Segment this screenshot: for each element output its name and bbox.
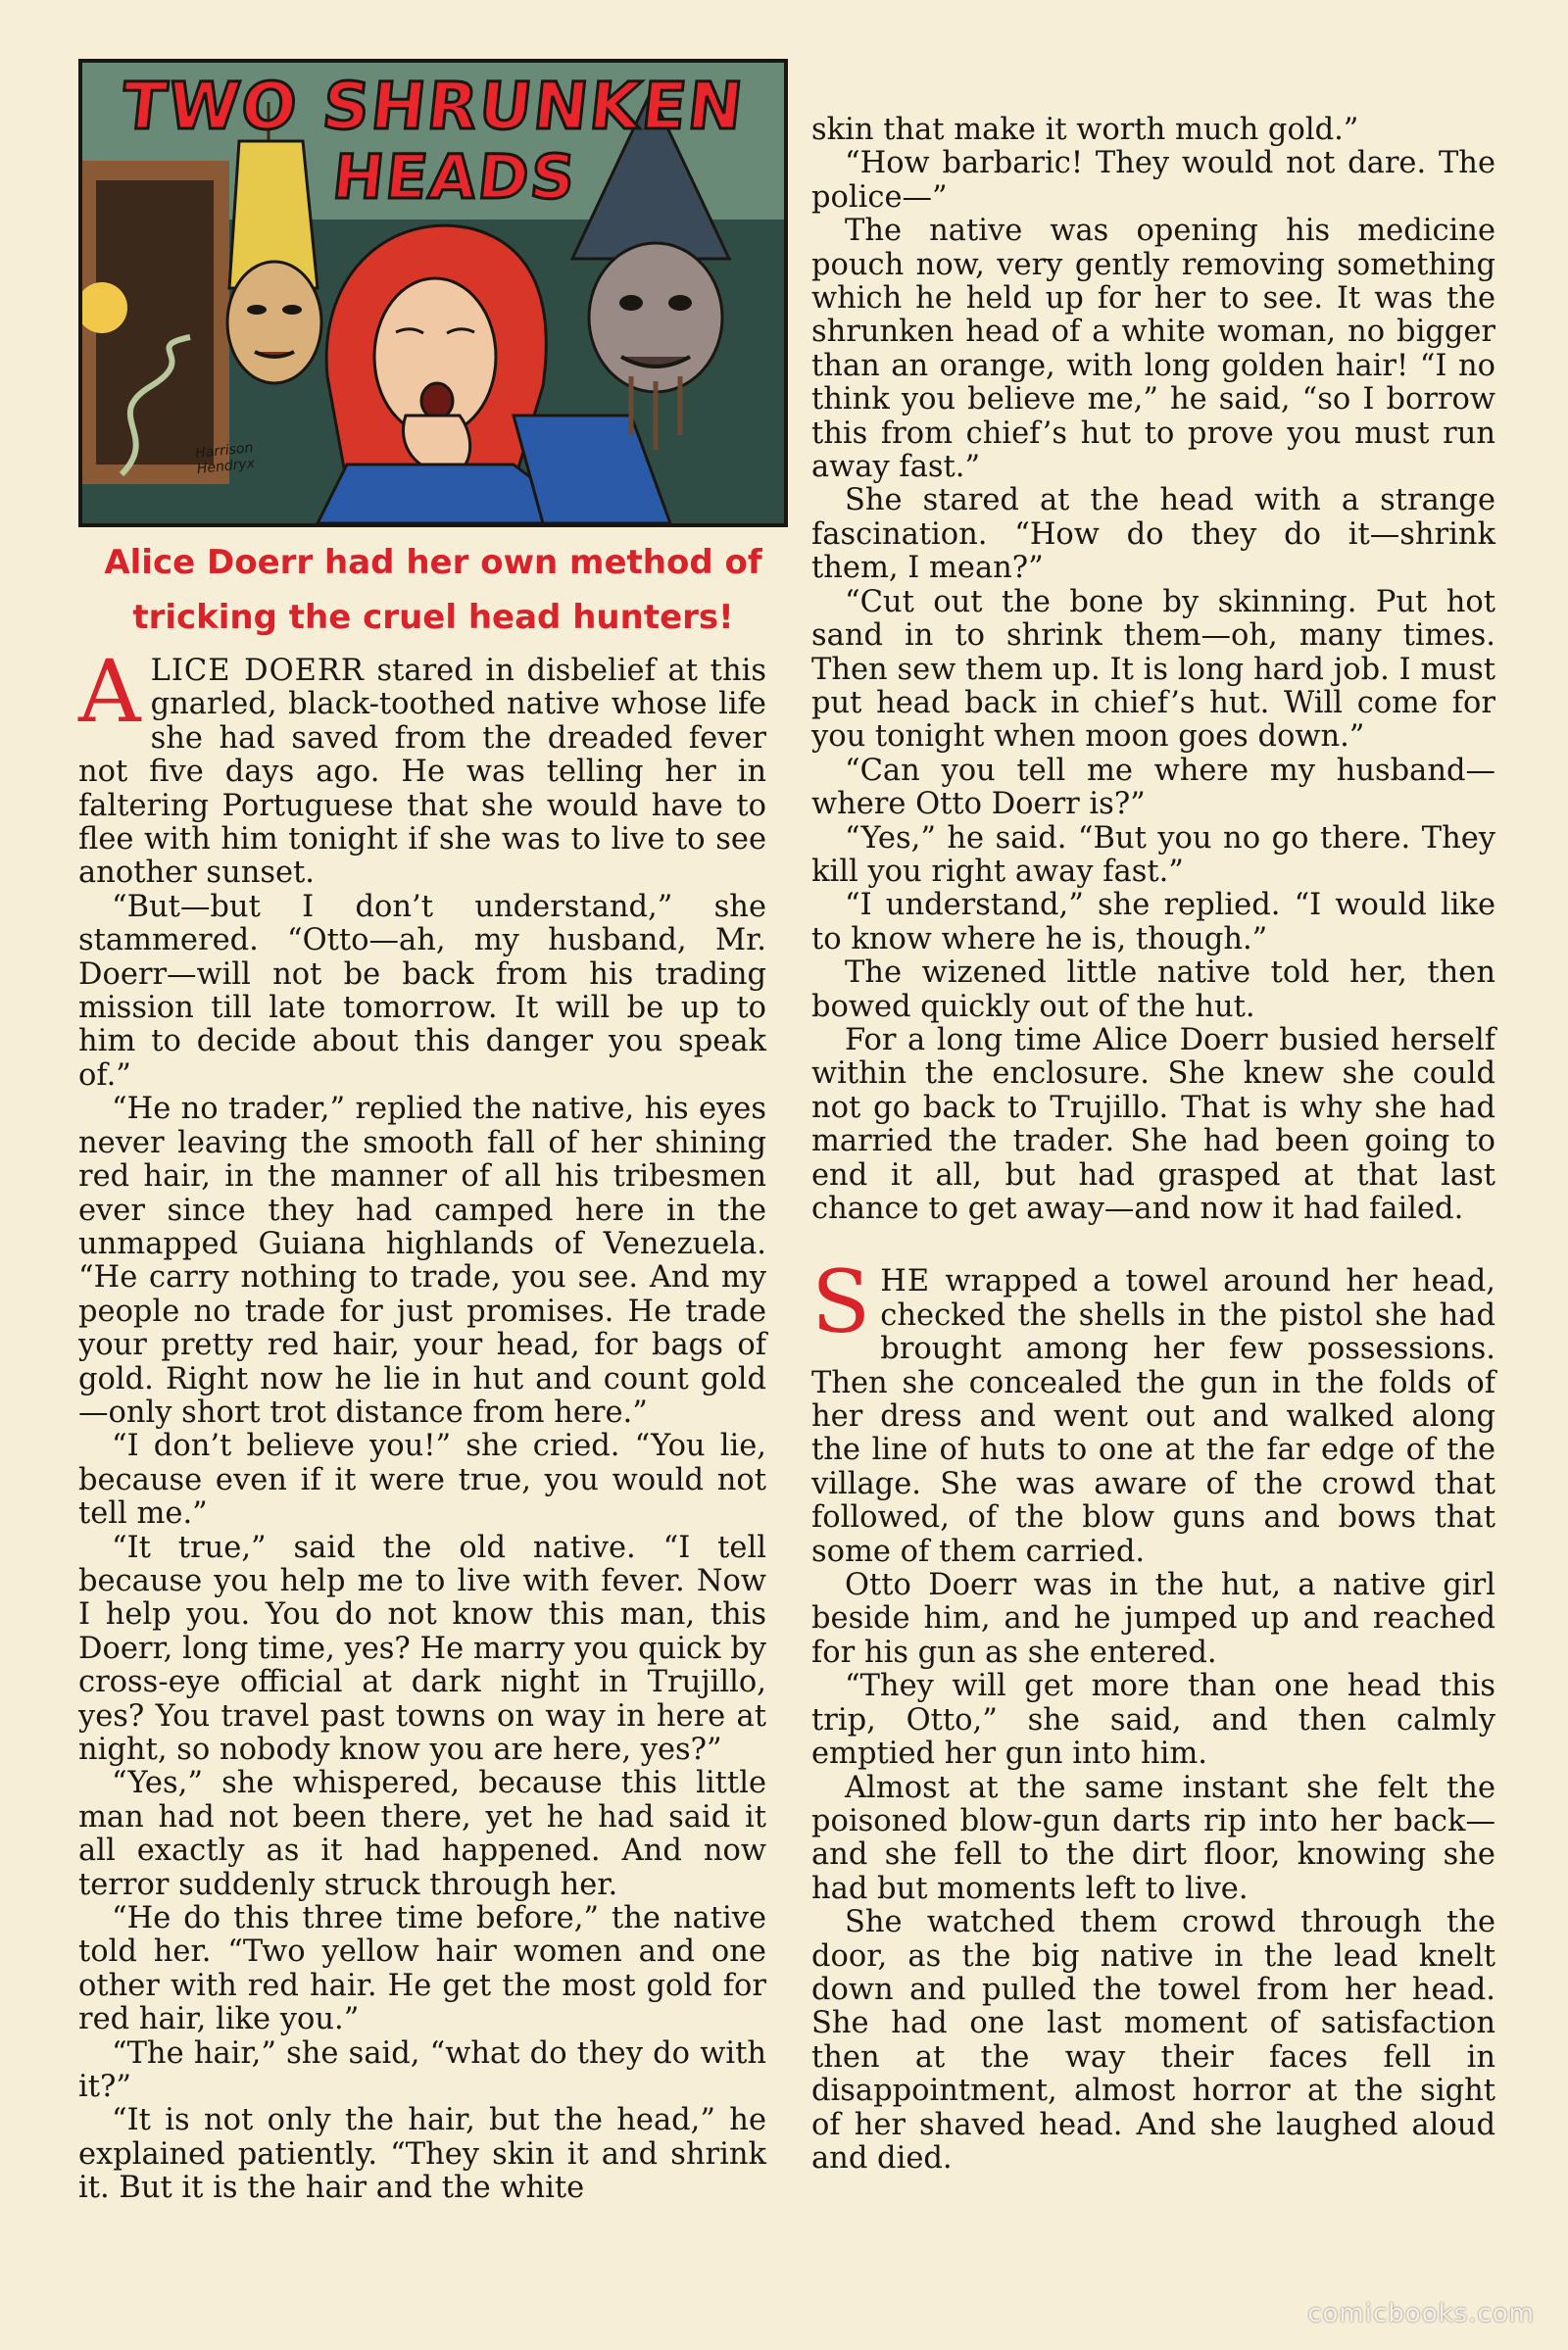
paragraph: “How barbaric! They would not dare. The police—” — [811, 146, 1495, 215]
paragraph: Almost at the same instant she felt the poisoned blow-gun darts rip into her back—and she fell to the dirt floor, knowing she had but moments left to live. — [811, 1770, 1495, 1906]
paragraph: “I understand,” she replied. “I would like to know where he is, though.” — [811, 888, 1495, 956]
paragraph: “He no trader,” replied the native, his eyes never leaving the smooth fall of her shining red hair, in the manner of all his tribesmen ever since they had camped here in the unmapped Guiana highlands of Venezuela. “He carry nothing to trade, you see. And my people no trade for just promises. He trade your pretty red hair, your head, for bags of gold. Right now he lie in hut and count gold—only short trot distance from here.” — [78, 1092, 766, 1430]
paragraph: “The hair,” she said, “what do they do with it?” — [78, 2035, 766, 2105]
signature-line-1: Harrison — [194, 439, 255, 463]
story-title-line-1: TWO SHRUNKEN — [118, 69, 749, 144]
splash-panel — [78, 59, 788, 527]
paragraph-text: wrapped a towel around her head, checked the shells in the pistol she had brought among her few possessions. Then she concealed the gun in the folds of her dress and went out and walked along the line of huts to one at the far edge of the village. She was aware of the crowd that followed, of the blow guns and bows that some of them carried. — [811, 1264, 1495, 1569]
lead-in: HE — [880, 1264, 931, 1299]
paragraph: “Can you tell me where my husband—where Otto Doerr is?” — [811, 753, 1495, 822]
paragraph: The wizened little native told her, then bowed quickly out of the hut. — [811, 955, 1495, 1024]
drop-cap: S — [811, 1251, 871, 1353]
paragraph: “I don’t believe you!” she cried. “You lie, because even if it were true, you would not tell me.” — [78, 1429, 766, 1532]
paragraph: “It is not only the hair, but the head,” he explained patiently. “They skin it and shrink it. But it is the hair and the white — [78, 2103, 766, 2206]
paragraph: She watched them crowd through the door, as the big native in the lead knelt down and pulled the towel from her head. She had one last moment of satisfaction then at the way their faces fell in disappointment, almost horror at the sight of her shaved head. And she laughed aloud and died. — [811, 1905, 1495, 2176]
artist-signature — [194, 440, 255, 477]
story-title-line-2: HEADS — [328, 141, 581, 213]
paragraph: Otto Doerr was in the hut, a native girl beside him, and he jumped up and reached for his gun as she entered. — [811, 1568, 1495, 1670]
paragraph: “Cut out the bone by skinning. Put hot sand in to shrink them—oh, many times. Then sew them up. It is long hard job. I must put head back in chief’s hut. Will come for you tonight when moon goes down.” — [811, 584, 1495, 755]
paragraph — [811, 1251, 1495, 1569]
lead-in: LICE DOERR — [150, 654, 365, 688]
caption-line-2: tricking the cruel head hunters! — [132, 598, 734, 637]
paragraph: “They will get more than one head this trip, Otto,” she said, and then calmly emptied her gun into him. — [811, 1669, 1495, 1772]
paragraph: “He do this three time before,” the native told her. “Two yellow hair women and one other with red hair. He get the most gold for red hair, like you.” — [78, 1901, 766, 2037]
signature-line-2: Hendryx — [196, 455, 256, 478]
paragraph: The native was opening his medicine pouch now, very gently removing something which he held up for her to see. It was the shrunken head of a white woman, no bigger than an orange, with long golden hair! “I no think you believe me,” he said, “so I borrow this from chief’s hut to prove you must run away fast.” — [811, 214, 1495, 485]
paragraph — [78, 641, 766, 891]
right-text-column — [811, 114, 1495, 2176]
paragraph: For a long time Alice Doerr busied herself within the enclosure. She knew she could not go back to Trujillo. That is why she had married the trader. She had been going to end it all, but had grasped at that last chance to get away—and now it had failed. — [811, 1022, 1495, 1226]
left-text-column — [78, 641, 766, 2206]
paragraph: She stared at the head with a strange fascination. “How do they do it—shrink them, I mean?” — [811, 483, 1495, 586]
paragraph-text: stared in disbelief at this gnarled, black-toothed native whose life she had saved from the dreaded fever not five days ago. He was telling her in faltering Portuguese that she would have to flee with him tonight if she was to live to see another sunset. — [78, 654, 766, 891]
paragraph: “Yes,” she whispered, because this little man had not been there, yet he had said it all exactly as it had happened. And now terror suddenly struck through her. — [78, 1766, 766, 1902]
drop-cap: A — [78, 641, 141, 742]
paragraph: skin that make it worth much gold.” — [811, 113, 1359, 147]
story-caption — [78, 535, 788, 645]
caption-line-1: Alice Doerr had her own method of — [104, 543, 762, 582]
site-watermark: comicbooks.com — [1307, 2299, 1535, 2328]
paragraph: “But—but I don’t understand,” she stammered. “Otto—ah, my husband, Mr. Doerr—will not be back from his trading mission till late tomorrow. It will be up to him to decide about this danger you speak of.” — [78, 889, 766, 1093]
paragraph: “Yes,” he said. “But you no go there. They kill you right away fast.” — [811, 820, 1495, 889]
paragraph: “It true,” said the old native. “I tell because you help me to live with fever. Now I help you. You do not know this man, this Doerr, long time, yes? He marry you quick by cross-eye official at dark night in Trujillo, yes? You travel past towns on way in here at night, so nobody know you are here, yes?” — [78, 1530, 766, 1767]
